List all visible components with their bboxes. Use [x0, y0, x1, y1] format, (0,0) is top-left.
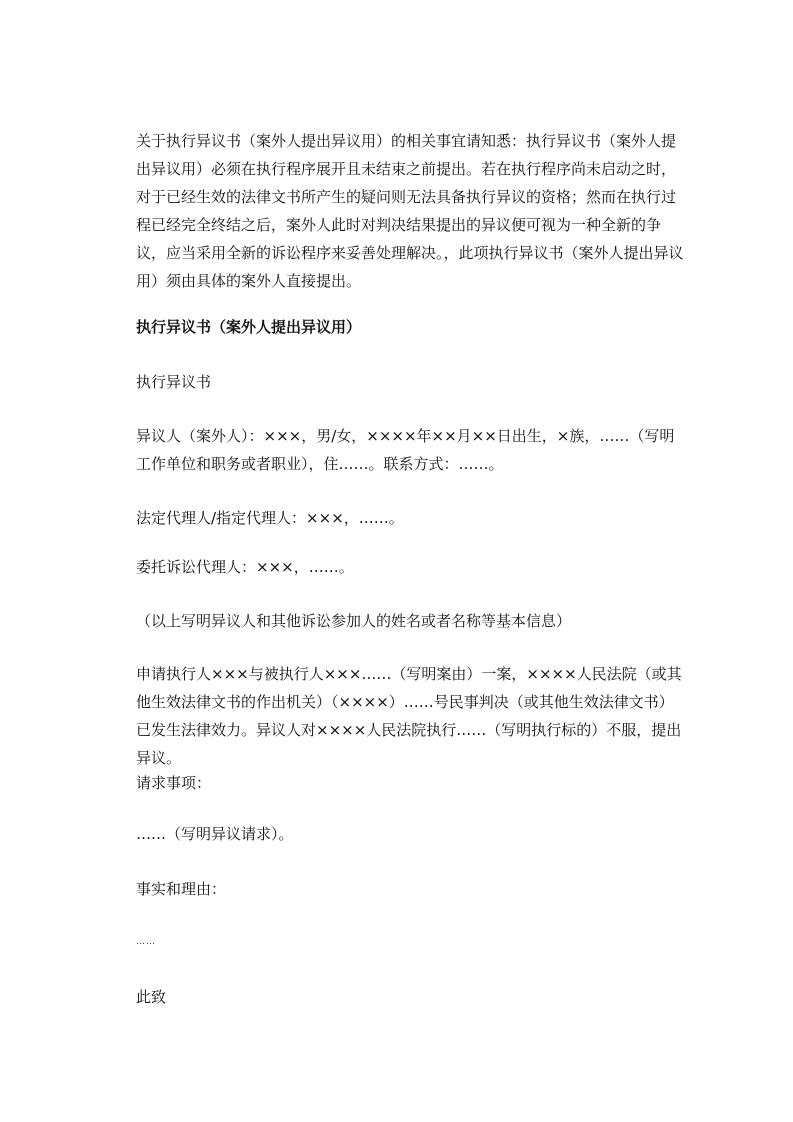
facts-label: 事实和理由：: [136, 880, 227, 898]
litigation-agent-line: 委托诉讼代理人：×××，……。: [136, 558, 354, 576]
legal-representative-line: 法定代理人/指定代理人：×××，……。: [136, 509, 404, 527]
basic-info-note: （以上写明异议人和其他诉讼参加人的姓名或者名称等基本信息）: [136, 612, 572, 630]
request-label: 请求事项：: [136, 774, 212, 792]
request-body: ……（写明异议请求）。: [136, 825, 294, 843]
document-heading: 执行异议书（案外人提出异议用）: [136, 318, 362, 336]
facts-body: ……: [136, 937, 156, 947]
document-subheading: 执行异议书: [136, 373, 212, 391]
intro-text: 关于执行异议书（案外人提出异议用）的相关事宜请知悉：执行异议书（案外人提出异议用）必须在执行程序展开且未结束之前提出。若在执行程序尚未启动之时，对于已经生效的法律文书所产生的疑问则无法具备执行异议的资格；然而在执行过程已经完全终结之后，案外人此时对判决结果提出的异议便可视为一种全新的争议，应当采用全新的诉讼程序来妥善处理解决。，此项执行异议书（案外人提出异议用）须由具体的案外人直接提出。: [136, 132, 684, 290]
intro-paragraph: [136, 127, 688, 295]
objector-paragraph: 异议人（案外人）：×××，男/女，××××年××月××日出生，×族，……（写明工作单位和职务或者职业），住……。联系方式：……。: [136, 427, 675, 473]
case-paragraph: 申请执行人×××与被执行人×××……（写明案由）一案，××××人民法院（或其他生效法律文书的作出机关）（××××）……号民事判决（或其他生效法律文书）已发生法律效力。异议人对××××人民法院执行……（写明执行标的）不服，提出异议。: [136, 665, 682, 767]
closing-salutation: 此致: [136, 988, 167, 1006]
